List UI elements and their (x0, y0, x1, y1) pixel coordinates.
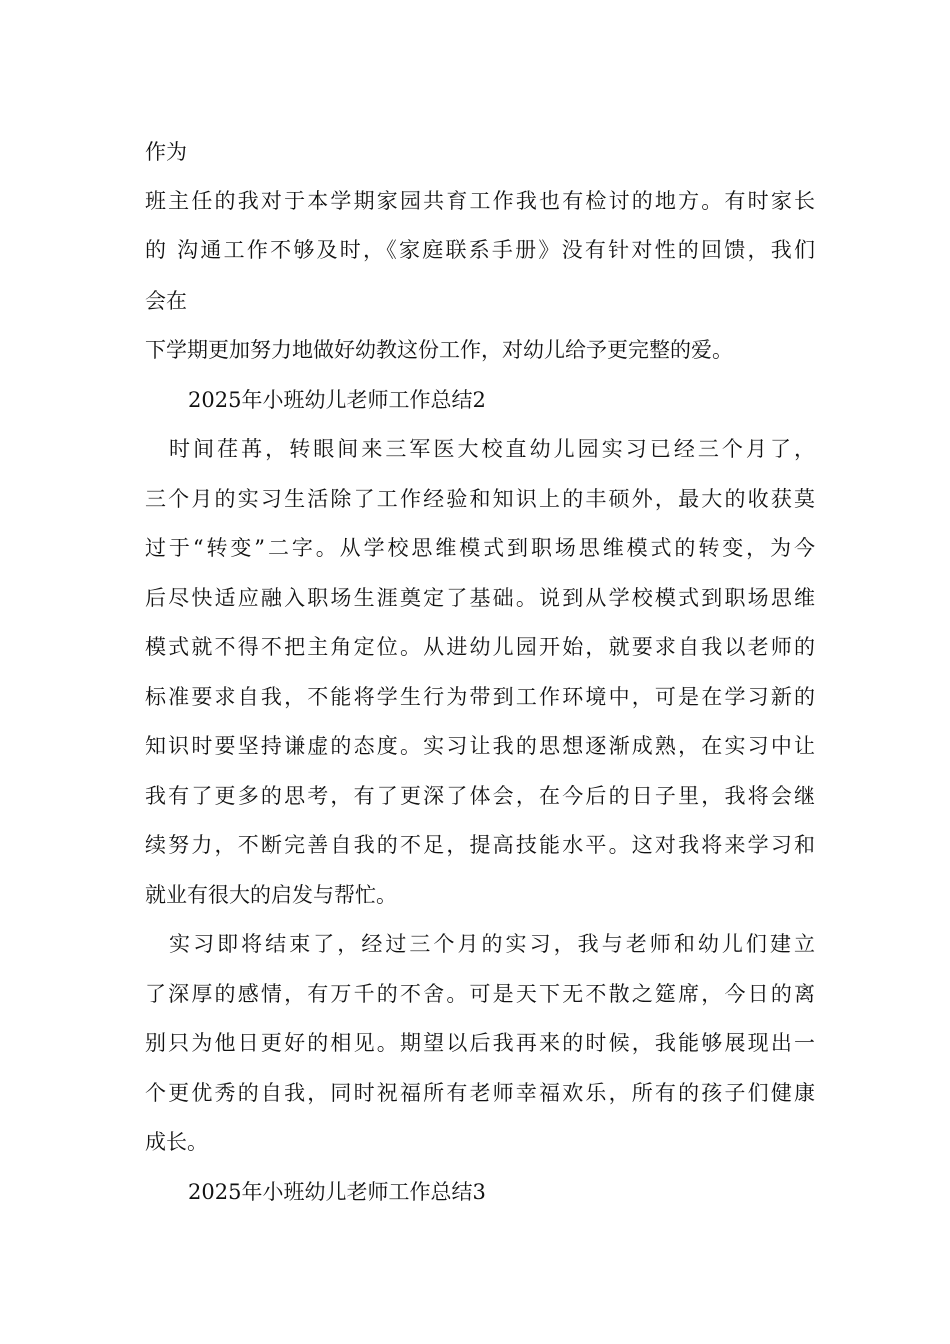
text-line: 知识时要坚持谦虚的态度。实习让我的思想逐渐成熟，在实习中让 (145, 734, 815, 758)
text-line: 三个月的实习生活除了工作经验和知识上的丰硕外，最大的收获莫 (145, 487, 815, 511)
text-line: 班主任的我对于本学期家园共育工作我也有检讨的地方。有时家长 (145, 189, 815, 213)
text-line: 个更优秀的自我，同时祝福所有老师幸福欢乐，所有的孩子们健康 (145, 1081, 815, 1105)
section-heading: 2025年小班幼儿老师工作总结2 (188, 388, 486, 412)
text-line: 成长。 (145, 1130, 208, 1154)
text-line: 就业有很大的启发与帮忙。 (145, 883, 397, 907)
paragraph-first-line: 时间荏苒，转眼间来三军医大校直幼儿园实习已经三个月了， (145, 437, 815, 461)
text-line: 模式就不得不把主角定位。从进幼儿园开始，就要求自我以老师的 (145, 635, 815, 659)
section-heading: 2025年小班幼儿老师工作总结3 (188, 1180, 486, 1204)
text-line: 别只为他日更好的相见。期望以后我再来的时候，我能够展现出一 (145, 1031, 815, 1055)
text-line: 后尽快适应融入职场生涯奠定了基础。说到从学校模式到职场思维 (145, 586, 815, 610)
text-line: 会在 (145, 289, 187, 313)
text-line: 过于“转变”二字。从学校思维模式到职场思维模式的转变，为今 (145, 536, 815, 560)
text-line: 的 沟通工作不够及时，《家庭联系手册》没有针对性的回馈，我们 (145, 238, 815, 262)
text-line: 续努力，不断完善自我的不足，提高技能水平。这对我将来学习和 (145, 833, 815, 857)
paragraph-first-line: 实习即将结束了，经过三个月的实习，我与老师和幼儿们建立 (145, 932, 815, 956)
text-line: 了深厚的感情，有万千的不舍。可是天下无不散之筵席，今日的离 (145, 982, 815, 1006)
text-line: 作为 (145, 140, 187, 164)
text-line: 下学期更加努力地做好幼教这份工作，对幼儿给予更完整的爱。 (145, 338, 733, 362)
text-line: 我有了更多的思考，有了更深了体会，在今后的日子里，我将会继 (145, 784, 815, 808)
text-line: 标准要求自我，不能将学生行为带到工作环境中，可是在学习新的 (145, 685, 815, 709)
